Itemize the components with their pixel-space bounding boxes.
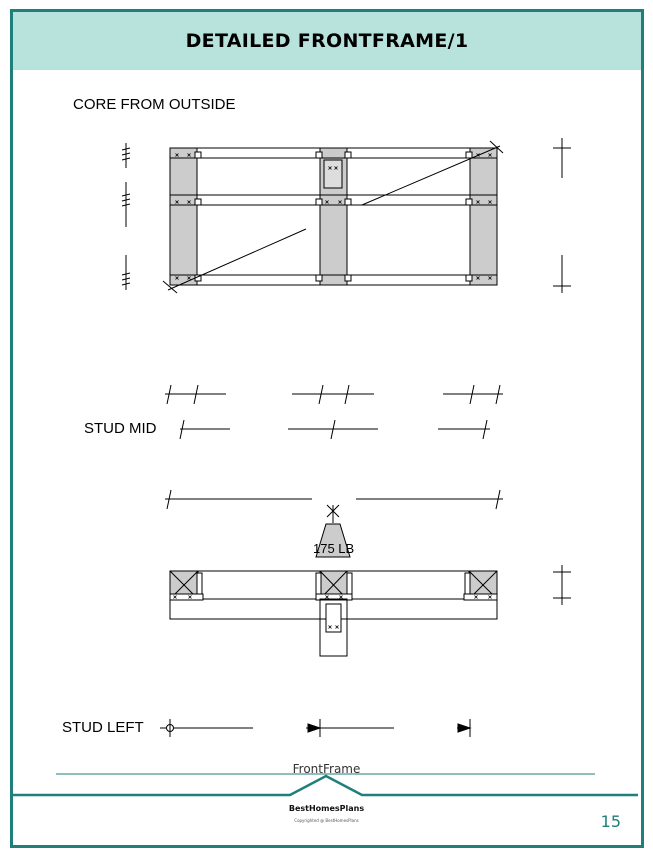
copyright-text: Copyrighted @ BestHomesPlans (294, 818, 359, 823)
section-label-stud-left: STUD LEFT (62, 719, 144, 736)
footer-rules (13, 774, 638, 795)
core-dim-left (122, 143, 130, 290)
core-mid-block (324, 160, 342, 188)
section-label-stud-mid: STUD MID (84, 420, 157, 437)
page-title: DETAILED FRONTFRAME/1 (185, 30, 469, 52)
stud-mid-dim-right (553, 565, 571, 605)
section-label-core: CORE FROM OUTSIDE (73, 96, 236, 113)
page-number: 15 (600, 812, 621, 831)
core-frame (163, 141, 503, 293)
stud-mid-dims (165, 385, 503, 523)
footer-caption: FrontFrame (292, 762, 361, 776)
stud-left-dims (160, 719, 470, 737)
brand-logo-text: BestHomesPlans (288, 804, 365, 813)
core-dim-right (553, 138, 571, 293)
core-post-right (470, 148, 497, 285)
core-post-left (170, 148, 197, 285)
weight-label: 175 LB (313, 541, 355, 556)
